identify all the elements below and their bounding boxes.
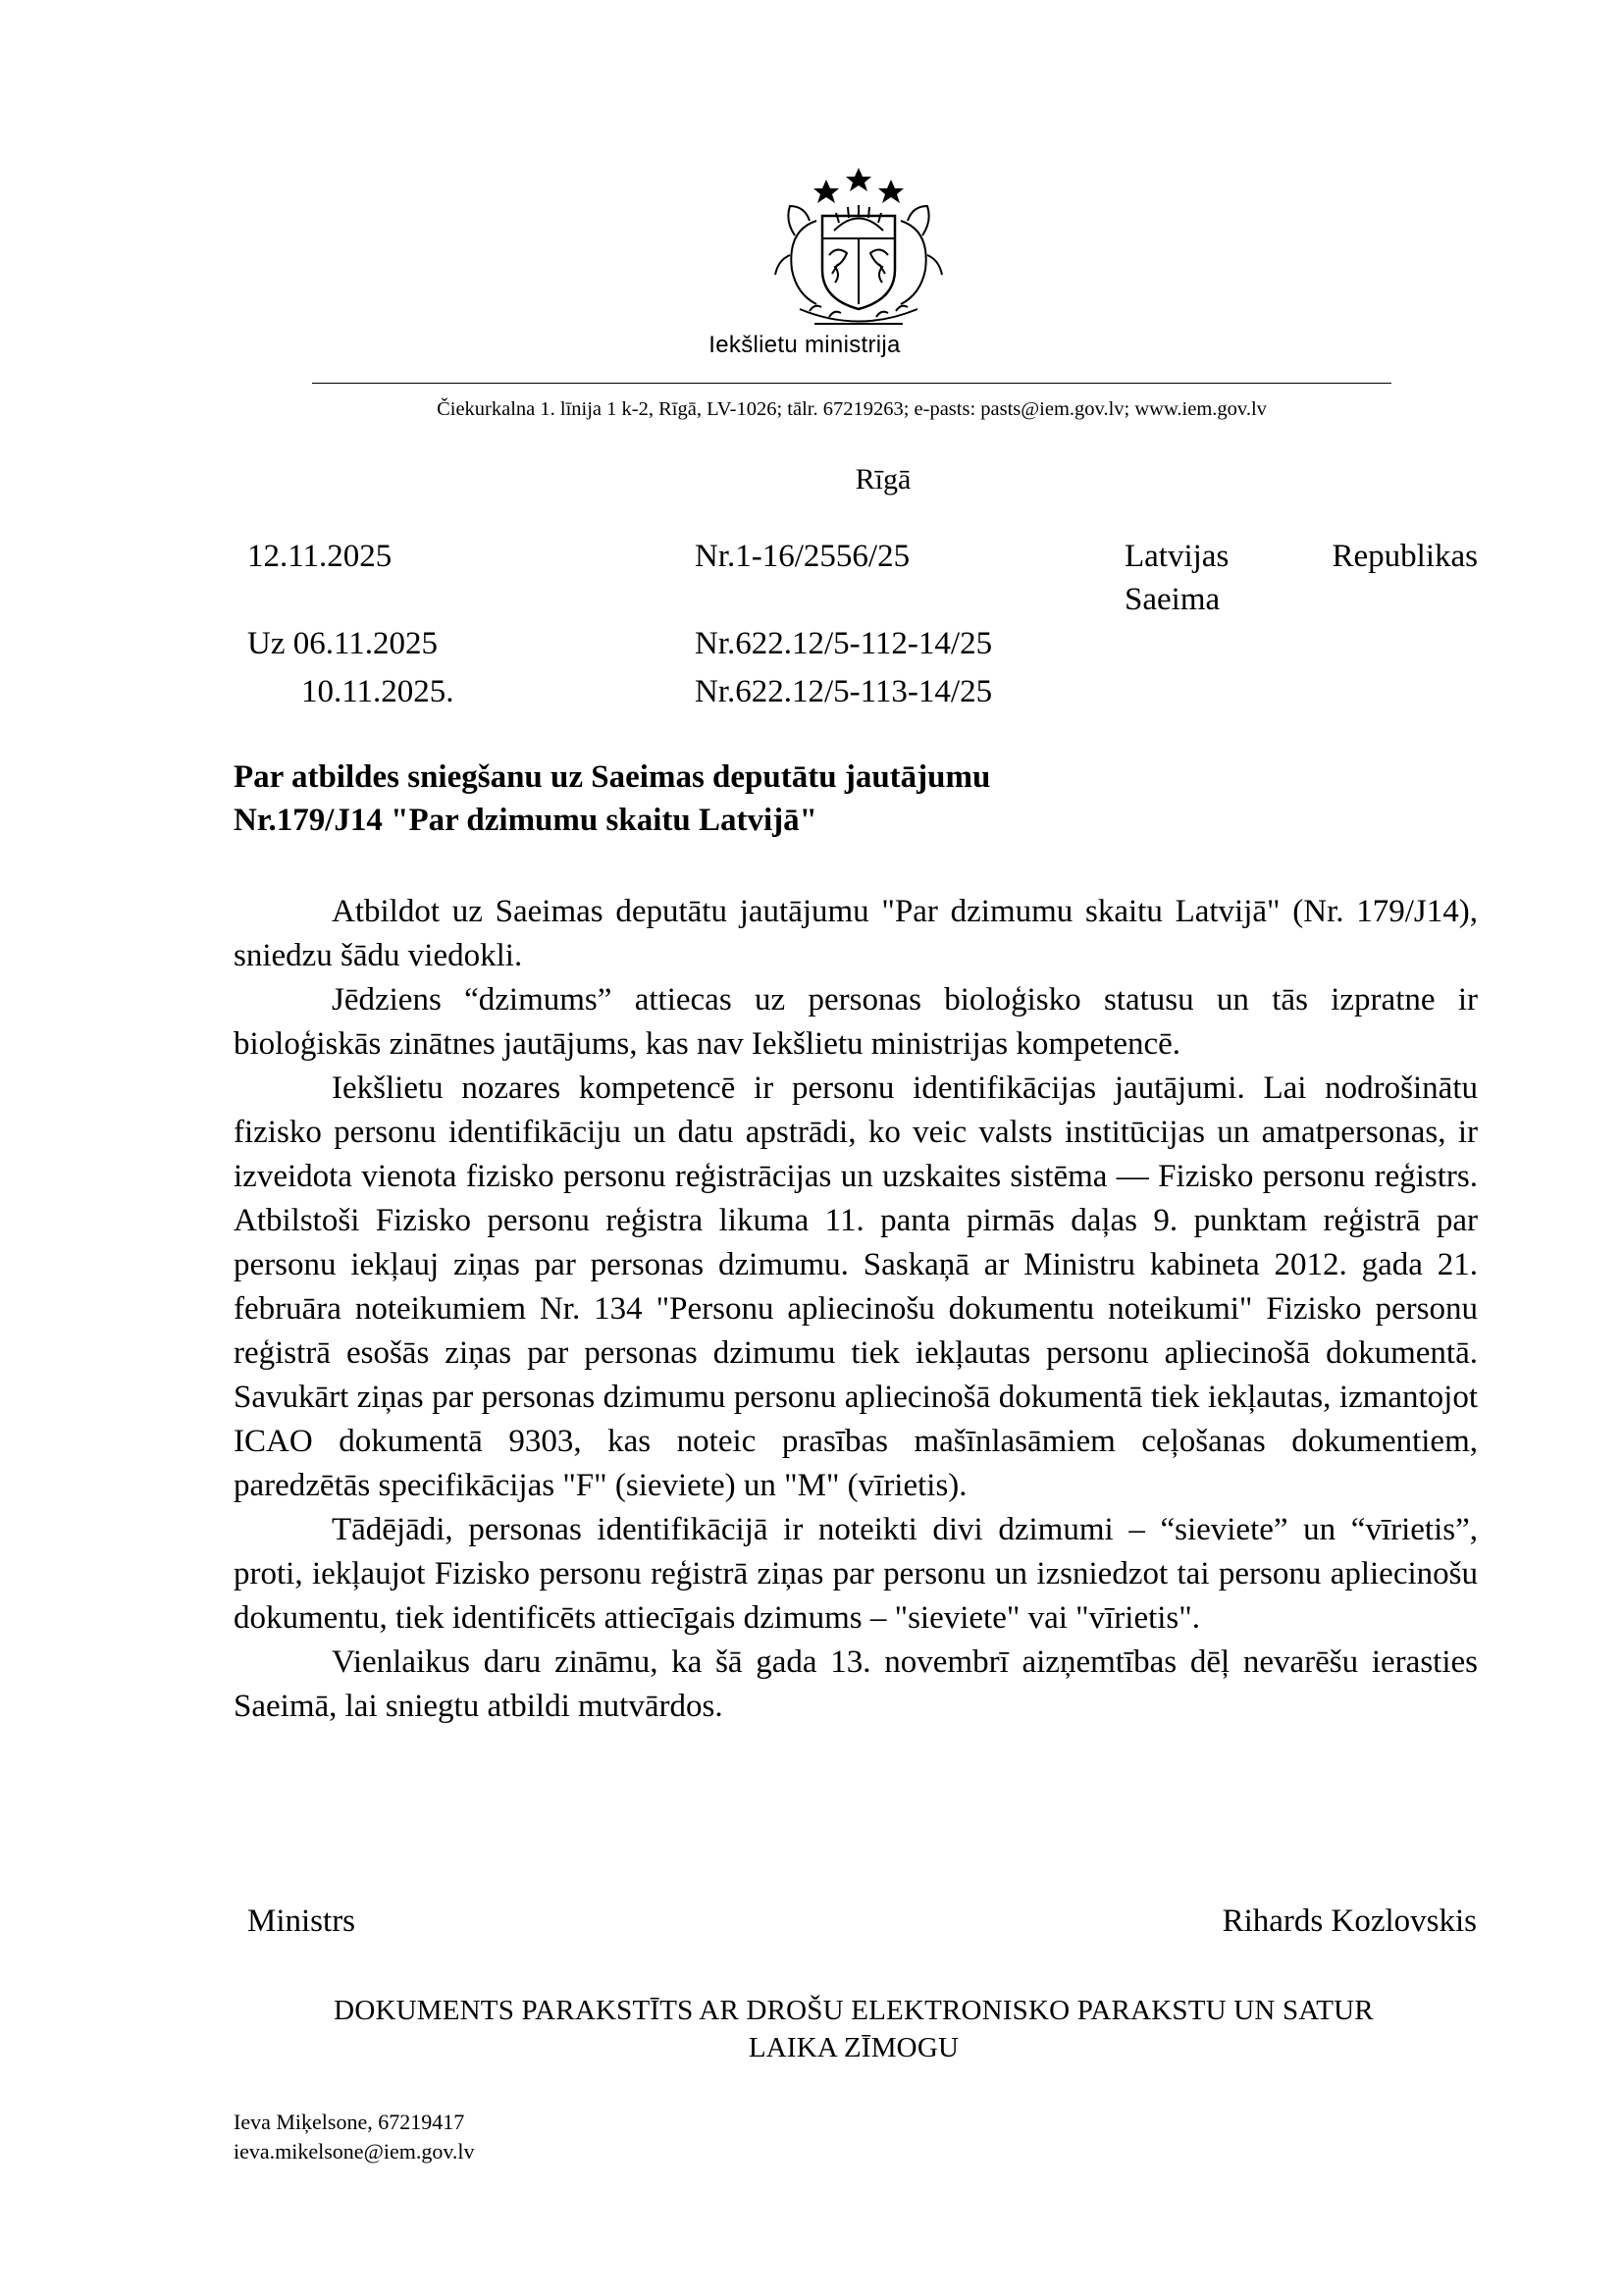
reference-prefix: Uz	[247, 626, 286, 661]
reference-number-1: Nr.622.12/5-112-14/25	[695, 626, 993, 661]
body-paragraph: Jēdziens “dzimums” attiecas uz personas bioloģisko statusu un tās izpratne ir bioloģiskās zinātnes jautājums, kas nav Iekšlietu ministrijas kompetencē.	[234, 982, 1478, 1062]
body-paragraph: Iekšlietu nozares kompetencē ir personu identifikācijas jautājumi. Lai nodrošinātu fizisko personu identifikāciju un datu apstrādi, ko veic valsts institūcijas un amatpersonas, ir izveidota vienota fizisko personu reģistrācijas un uzskaites sistēma — Fizisko personu reģistrs. Atbilstoši Fizisko personu reģistra likuma 11. panta pirmās daļas 9. punktam reģistrā par personu iekļauj ziņas par personas dzimumu. Saskaņā ar Ministru kabineta 2012. gada 21. februāra noteikumiem Nr. 134 "Personu apliecinošu dokumentu noteikumi" Fizisko personu reģistrā esošās ziņas par personas dzimumu tiek iekļautas personu apliecinošā dokumentā. Savukārt ziņas par personas dzimumu personu apliecinošā dokumentā tiek iekļautas, izmantojot ICAO dokumentā 9303, kas noteic prasības mašīnlasāmiem ceļošanas dokumentiem, paredzētās specifikācijas "F" (sieviete) un "M" (vīrietis).	[234, 1070, 1478, 1503]
reference-number-2: Nr.622.12/5-113-14/25	[695, 674, 993, 709]
ministry-name: Iekšlietu ministrija	[708, 332, 901, 358]
recipient-line-2: Saeima	[1125, 582, 1221, 617]
e-signature-notice	[236, 1992, 1472, 2066]
body-paragraph: Atbildot uz Saeimas deputātu jautājumu "Par dzimumu skaitu Latvijā" (Nr. 179/J14), sniedzu šādu viedokli.	[234, 894, 1478, 973]
signatory-name: Rihards Kozlovskis	[1222, 1904, 1477, 1939]
subject	[234, 756, 1490, 842]
place-of-issue: Rīgā	[855, 463, 912, 496]
subject-line-2: Nr.179/J14 "Par dzimumu skaitu Latvijā"	[234, 803, 817, 838]
recipient-word-2: Republikas	[1332, 539, 1478, 574]
contact-name-phone: Ieva Miķelsone, 67219417	[234, 2110, 465, 2134]
contact-person	[234, 2108, 475, 2166]
body-paragraph: Vienlaikus daru zināmu, ka šā gada 13. novembrī aizņemtības dēļ nevarēšu ierasties Saeimā, lai sniegtu atbildi mutvārdos.	[234, 1644, 1478, 1724]
document-number: Nr.1-16/2556/25	[695, 539, 911, 574]
latvia-coat-of-arms-icon	[756, 162, 962, 334]
recipient	[1125, 535, 1478, 621]
e-signature-notice-line-2: LAIKA ZĪMOGU	[748, 2032, 960, 2063]
reference-date-1: 06.11.2025	[292, 626, 439, 661]
subject-line-1: Par atbildes sniegšanu uz Saeimas deputātu jautājumu	[234, 759, 991, 795]
contact-email: ieva.mikelsone@iem.gov.lv	[234, 2139, 475, 2164]
letter-body	[234, 890, 1478, 1729]
header-divider	[312, 383, 1391, 384]
recipient-word-1: Latvijas	[1125, 539, 1230, 574]
signatory-title: Ministrs	[247, 1904, 356, 1939]
ministry-address: Čiekurkalna 1. līnija 1 k-2, Rīgā, LV-1026; tālr. 67219263; e-pasts: pasts@iem.gov.lv; www.iem.gov.lv	[437, 398, 1267, 420]
body-paragraph: Tādējādi, personas identifikācijā ir noteikti divi dzimumi – “sieviete” un “vīrietis”, proti, iekļaujot Fizisko personu reģistrā ziņas par personu un izsniedzot tai personu apliecinošu dokumentu, tiek identificēts attiecīgais dzimums – "sieviete" vai "vīrietis".	[234, 1512, 1478, 1636]
reference-date-2: 10.11.2025.	[301, 674, 454, 709]
e-signature-notice-line-1: DOKUMENTS PARAKSTĪTS AR DROŠU ELEKTRONISKO PARAKSTU UN SATUR	[334, 1995, 1374, 2026]
document-date: 12.11.2025	[247, 539, 393, 574]
reference-line-1	[247, 622, 438, 665]
